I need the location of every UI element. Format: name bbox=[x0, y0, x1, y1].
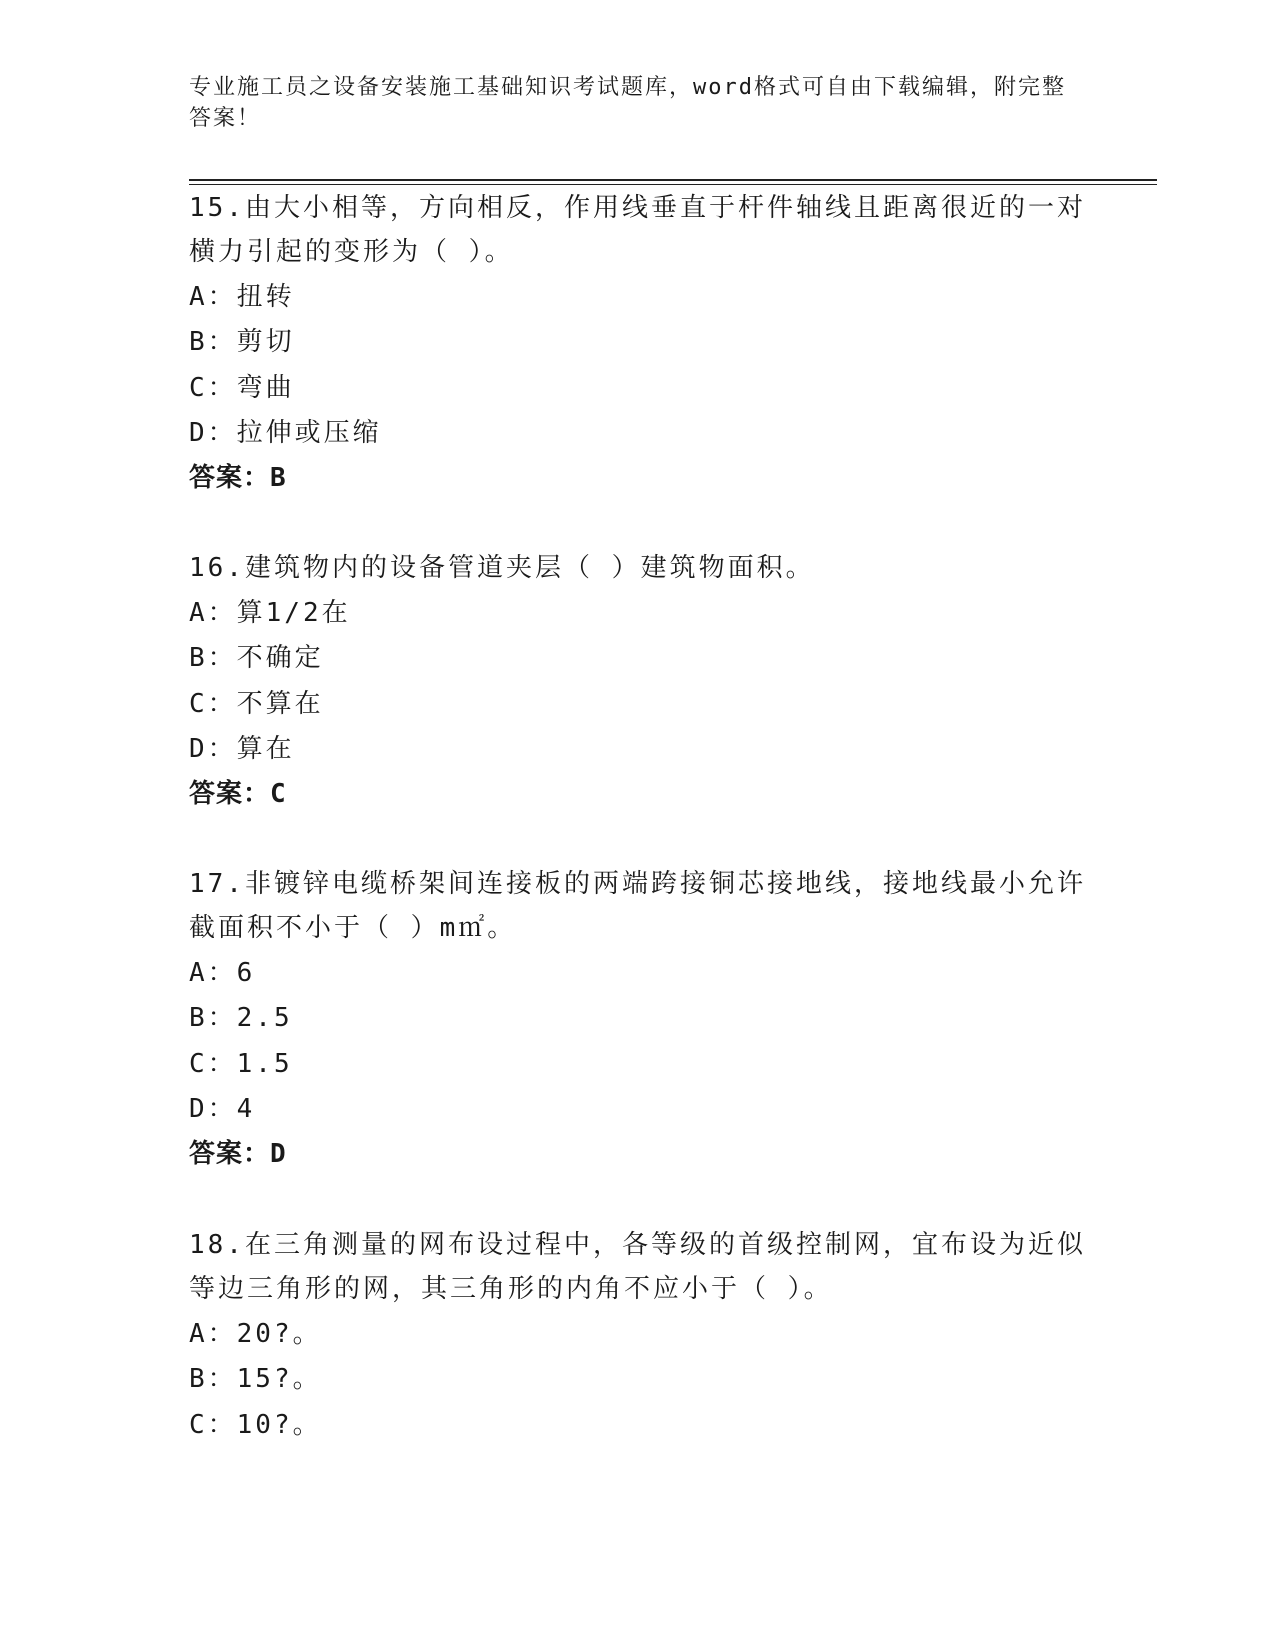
option-text: 扭转 bbox=[236, 281, 295, 312]
option-key: D： bbox=[189, 734, 237, 765]
answer bbox=[189, 456, 1089, 500]
option-b bbox=[189, 1357, 1089, 1403]
question-stem: 15.由大小相等，方向相反，作用线垂直于杆件轴线且距离很近的一对横力引起的变形为（ ）。 bbox=[189, 193, 1086, 267]
option-b bbox=[189, 320, 1089, 366]
question-17 bbox=[189, 862, 1089, 1176]
answer bbox=[189, 1132, 1089, 1176]
option-a bbox=[189, 1311, 1089, 1357]
header-divider-thin bbox=[189, 184, 1157, 185]
option-c bbox=[189, 1041, 1089, 1087]
option-key: A： bbox=[189, 281, 237, 312]
option-c bbox=[189, 1402, 1089, 1448]
option-key: A： bbox=[189, 957, 237, 988]
question-stem: 18.在三角测量的网布设过程中，各等级的首级控制网，宜布设为近似等边三角形的网，其三角形的内角不应小于（ ）。 bbox=[189, 1230, 1086, 1304]
option-d bbox=[189, 411, 1089, 457]
question-15 bbox=[189, 186, 1089, 500]
answer-label: 答案： bbox=[189, 779, 271, 809]
option-c bbox=[189, 681, 1089, 727]
option-key: C： bbox=[189, 688, 237, 719]
option-text: 算在 bbox=[236, 734, 295, 765]
answer-value: D bbox=[270, 1139, 287, 1169]
option-c bbox=[189, 365, 1089, 411]
option-text: 不确定 bbox=[236, 643, 324, 674]
question-18 bbox=[189, 1223, 1089, 1448]
option-text: 20?。 bbox=[236, 1318, 322, 1349]
option-text: 2.5 bbox=[236, 1003, 293, 1034]
option-text: 6 bbox=[236, 957, 256, 988]
option-key: B： bbox=[189, 643, 237, 674]
option-text: 弯曲 bbox=[236, 372, 295, 403]
question-stem: 17.非镀锌电缆桥架间连接板的两端跨接铜芯接地线，接地线最小允许截面积不小于（ ）m㎡。 bbox=[189, 869, 1086, 943]
answer bbox=[189, 772, 1089, 816]
option-d bbox=[189, 1087, 1089, 1133]
option-text: 10?。 bbox=[236, 1409, 322, 1440]
document-header: 专业施工员之设备安装施工基础知识考试题库，word格式可自由下载编辑，附完整答案！ bbox=[189, 75, 1066, 131]
option-key: D： bbox=[189, 418, 237, 449]
option-key: A： bbox=[189, 1318, 237, 1349]
option-text: 不算在 bbox=[236, 688, 324, 719]
option-text: 4 bbox=[236, 1094, 256, 1125]
option-a bbox=[189, 274, 1089, 320]
answer-label: 答案： bbox=[189, 463, 271, 493]
option-text: 15?。 bbox=[236, 1364, 322, 1395]
option-a bbox=[189, 950, 1089, 996]
question-stem: 16.建筑物内的设备管道夹层（ ）建筑物面积。 bbox=[189, 553, 815, 583]
option-key: A： bbox=[189, 597, 237, 628]
option-text: 拉伸或压缩 bbox=[236, 418, 382, 449]
option-key: C： bbox=[189, 372, 237, 403]
option-text: 1.5 bbox=[236, 1048, 293, 1079]
option-key: C： bbox=[189, 1048, 237, 1079]
option-key: B： bbox=[189, 327, 237, 358]
option-key: C： bbox=[189, 1409, 237, 1440]
answer-value: B bbox=[270, 463, 287, 493]
option-key: B： bbox=[189, 1364, 237, 1395]
option-b bbox=[189, 636, 1089, 682]
option-key: B： bbox=[189, 1003, 237, 1034]
option-b bbox=[189, 996, 1089, 1042]
answer-label: 答案： bbox=[189, 1139, 271, 1169]
header-divider bbox=[189, 179, 1157, 181]
option-text: 剪切 bbox=[236, 327, 295, 358]
question-16 bbox=[189, 546, 1089, 816]
option-text: 算1/2在 bbox=[236, 597, 351, 628]
answer-value: C bbox=[270, 779, 287, 809]
option-d bbox=[189, 727, 1089, 773]
option-key: D： bbox=[189, 1094, 237, 1125]
option-a bbox=[189, 590, 1089, 636]
